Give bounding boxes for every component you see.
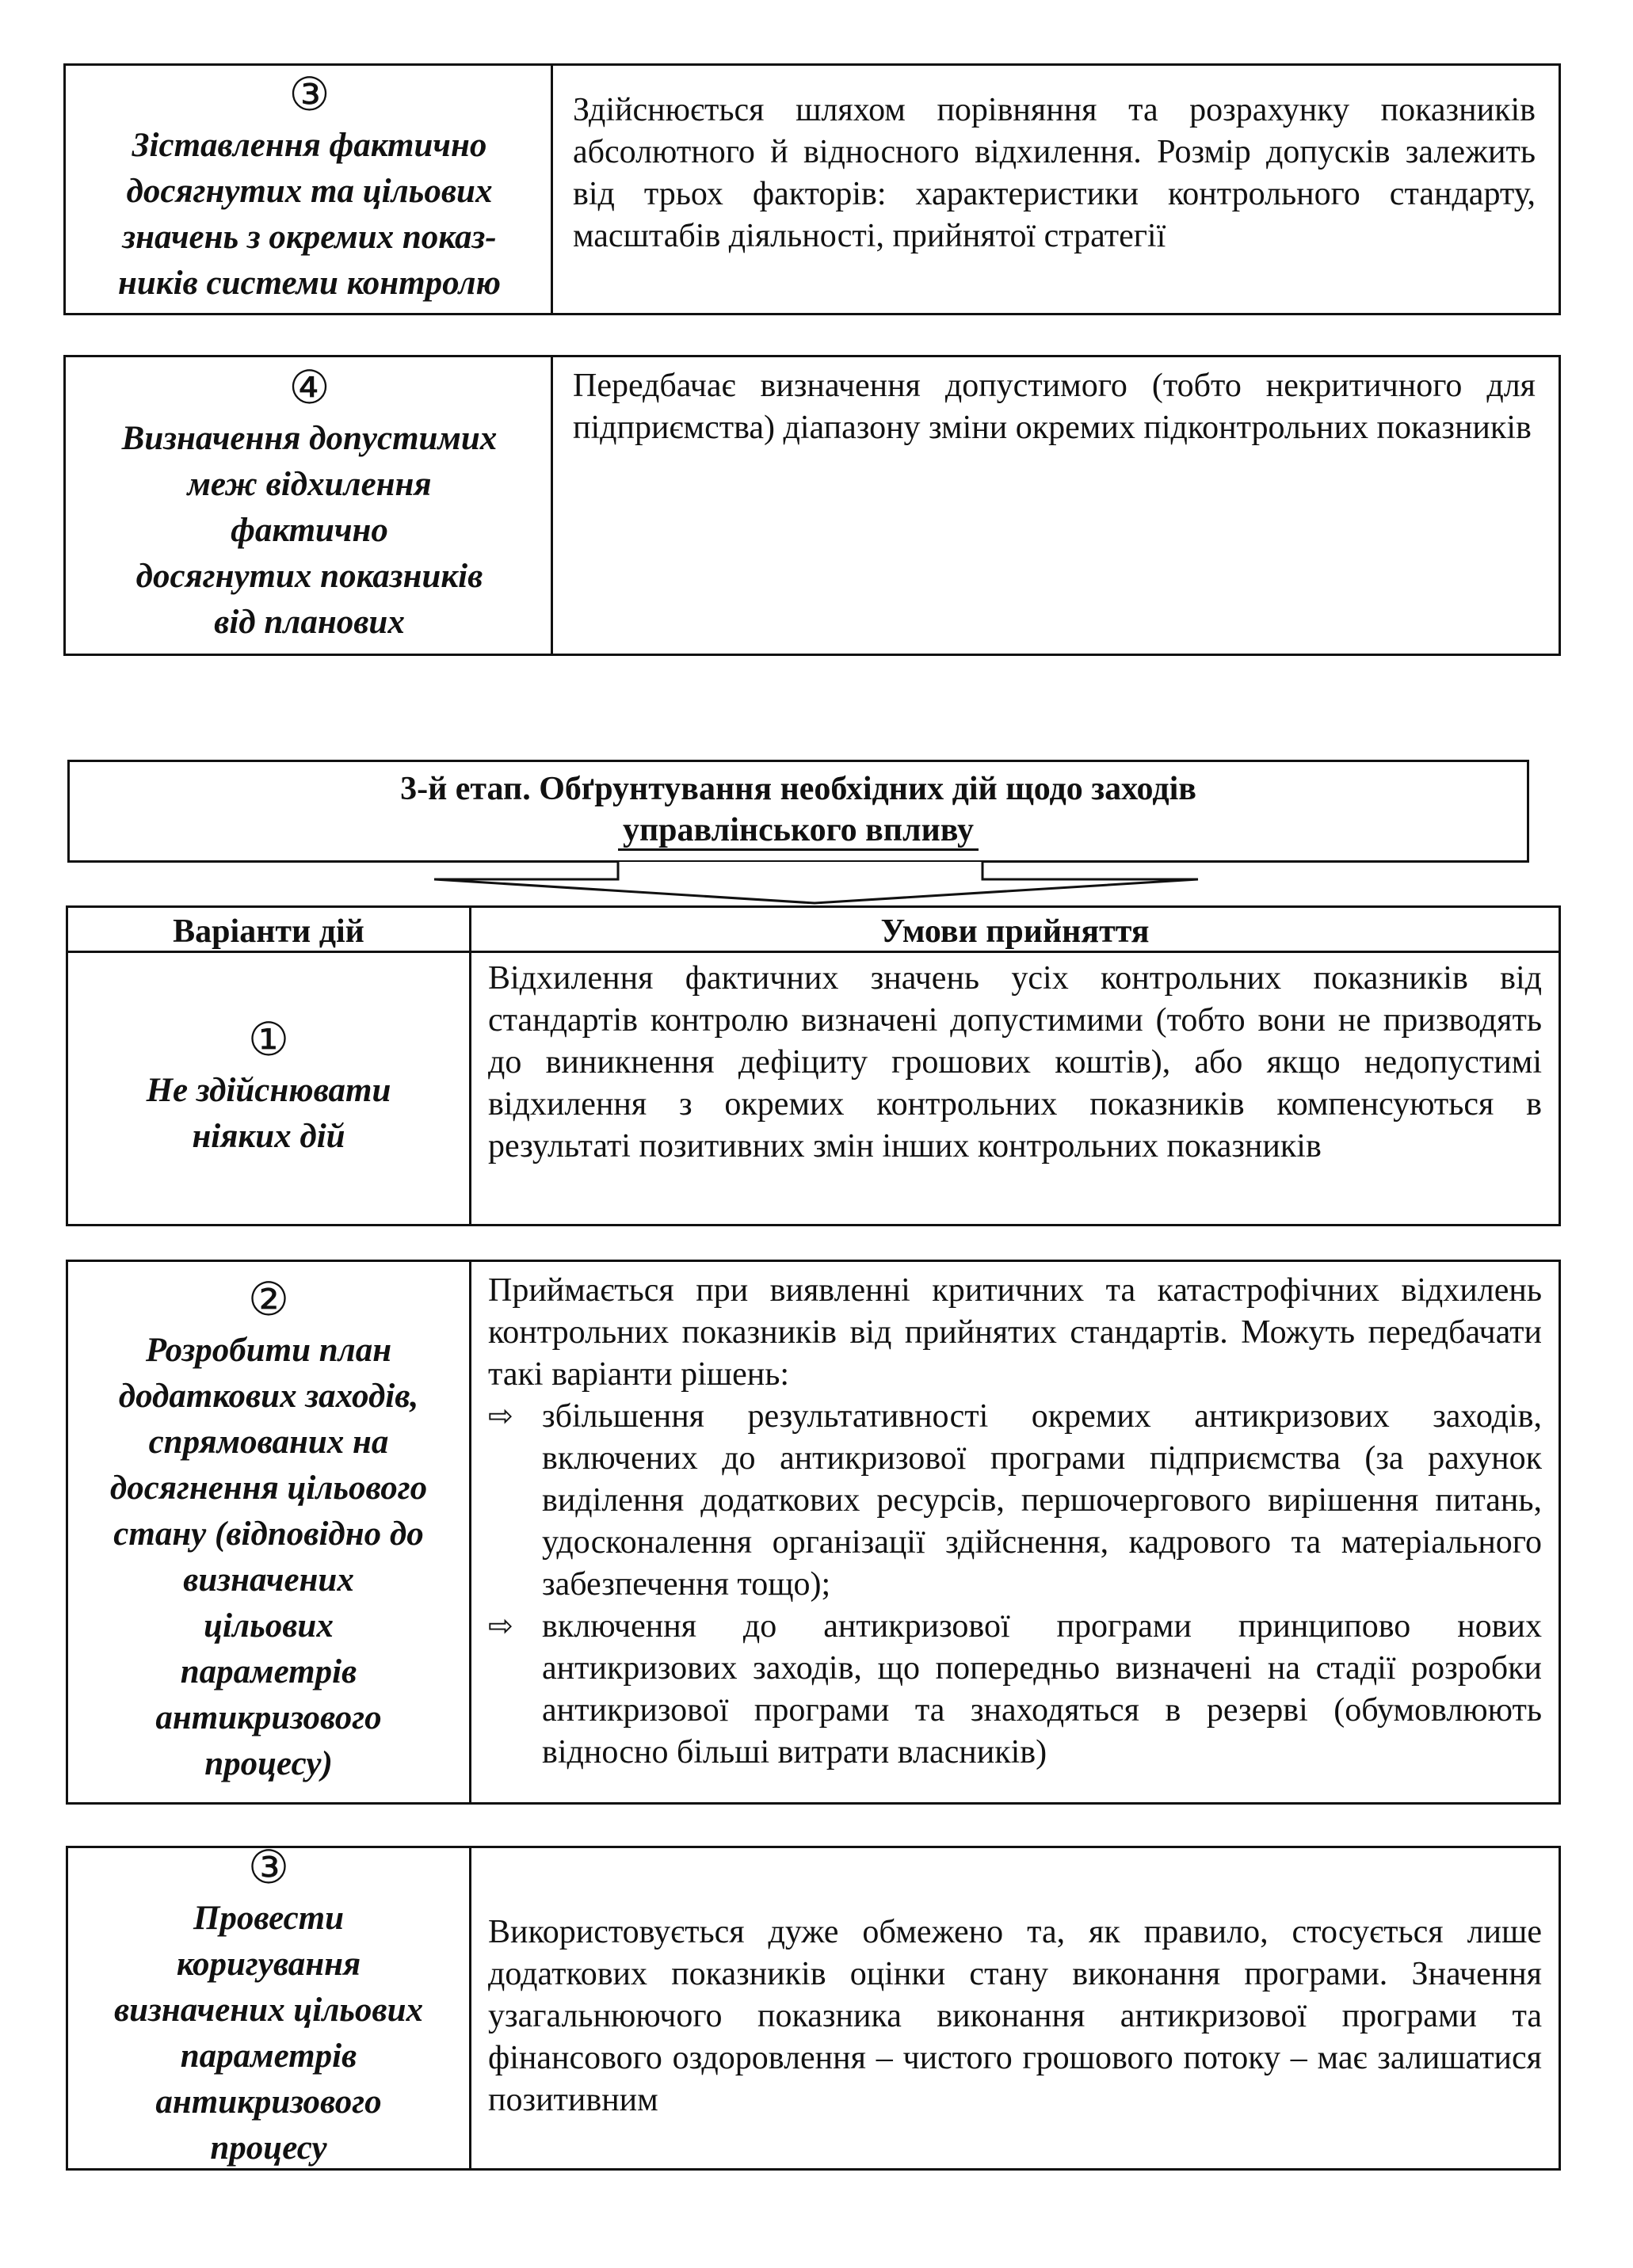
action-2-intro: Приймається при виявленні критичних та катастрофічних відхилень контрольних показників від прийнятих стандартів. Можуть передбачати такі варіанти рішень: xyxy=(488,1272,1542,1393)
bullet-text: включення до антикризової програми принципово нових антикризових заходів, що попередньо визначені на стадії розробки антикризової програми та знаходяться в резерві (обумовлюють відносно більші витрати власників) xyxy=(542,1608,1542,1771)
divider xyxy=(469,1848,471,2168)
action-2-title-line: додаткових заходів, xyxy=(118,1378,419,1415)
circled-number: ① xyxy=(248,1014,289,1065)
action-2-title-line: визначених xyxy=(183,1561,354,1599)
action-row-3 xyxy=(66,1842,1561,2171)
action-3-title-line: параметрів xyxy=(180,2037,357,2075)
top-block-4 xyxy=(63,355,1561,656)
top-block-4-title-line: від планових xyxy=(214,604,405,641)
list-item xyxy=(488,1606,1542,1774)
top-block-3-title-line: Зіставлення фактично xyxy=(132,127,487,164)
action-2-title-line: Розробити план xyxy=(145,1332,392,1369)
top-block-4-title-line: меж відхилення xyxy=(187,466,432,503)
divider xyxy=(469,953,471,1224)
top-block-4-text: Передбачає визначення допустимого (тобто некритичного для підприємства) діапазону зміни окремих підконтрольних показників xyxy=(573,368,1536,446)
action-2-title-line: цільових xyxy=(204,1607,334,1645)
action-1-title-line: ніяких дій xyxy=(192,1118,345,1155)
action-2-bullet-list xyxy=(488,1396,1542,1774)
divider xyxy=(551,357,553,654)
action-2-conditions xyxy=(488,1270,1542,1774)
col-variants-header: Варіанти дій xyxy=(173,913,364,950)
top-block-3-text: Здійснюється шляхом порівняння та розрахунку показників абсолютного й відносного відхилення. Розмір допусків залежить від трьох факторів: характеристики контрольного стандарту, масштабів діяльності, прийнятої стратегії xyxy=(573,92,1536,254)
list-item xyxy=(488,1396,1542,1606)
top-block-3-title-line: ників системи контролю xyxy=(118,265,501,302)
funnel-arrow-icon xyxy=(428,851,1204,908)
action-1-title-line: Не здійснювати xyxy=(146,1072,391,1109)
action-3-title-line: процесу xyxy=(210,2129,327,2167)
action-3-title-line: коригування xyxy=(176,1946,361,1983)
top-block-4-title-line: Визначення допустимих xyxy=(121,420,498,457)
action-1-text: Відхилення фактичних значень усіх контрольних показників від стандартів контролю визначені допустимими (тобто вони не призводять до виникнення дефіциту грошових коштів), або якщо недопустимі відхилення з окремих контрольних показників компенсуються в результаті позитивних змін інших контрольних показників xyxy=(488,960,1542,1164)
actions-table-header xyxy=(66,905,1561,953)
action-2-title-line: стану (відповідно до xyxy=(113,1515,424,1553)
action-2-title-line: процесу) xyxy=(204,1745,333,1782)
top-block-3-title-line: значень з окремих показ- xyxy=(122,219,497,256)
action-3-title-line: антикризового xyxy=(155,2083,382,2121)
top-block-3-label xyxy=(66,66,553,313)
top-block-4-label xyxy=(66,357,553,654)
stage-title-line2: управлінського впливу xyxy=(618,812,979,851)
arrow-right-icon: ⇨ xyxy=(488,1400,513,1433)
action-3-title-line: визначених цільових xyxy=(113,1992,424,2029)
top-block-3-title-line: досягнутих та цільових xyxy=(126,173,493,210)
stage-title-line1: 3-й етап. Обґрунтування необхідних дій щодо заходів xyxy=(400,771,1196,807)
divider xyxy=(469,1262,471,1802)
circled-number: ② xyxy=(248,1274,289,1325)
action-row-1 xyxy=(66,951,1561,1226)
col-conditions-header: Умови прийняття xyxy=(880,913,1150,950)
arrow-right-icon: ⇨ xyxy=(488,1610,513,1643)
action-1-label xyxy=(68,953,469,1224)
action-2-label xyxy=(68,1262,469,1802)
top-block-3 xyxy=(63,63,1561,315)
action-2-title-line: спрямованих на xyxy=(148,1424,389,1461)
action-2-title-line: параметрів xyxy=(180,1653,357,1691)
action-3-label xyxy=(68,1842,469,2168)
stage-header xyxy=(67,760,1529,863)
action-3-text: Використовується дуже обмежено та, як правило, стосується лише додаткових показників оцінки стану виконання програми. Значення узагальнюючого показника виконання антикризової програми та фінансового оздоровлення – чистого грошового потоку – має залишатися позитивним xyxy=(488,1914,1542,2118)
circled-number: ③ xyxy=(248,1842,289,1893)
circled-number: ④ xyxy=(288,362,330,414)
top-block-4-title-line: фактично xyxy=(231,512,388,549)
action-2-title-line: досягнення цільового xyxy=(109,1469,428,1507)
bullet-text: збільшення результативності окремих антикризових заходів, включених до антикризової програми підприємства (за рахунок виділення додаткових ресурсів, першочергового вирішення питань, удосконалення організації здійснення, кадрового та матеріального забезпечення тощо); xyxy=(542,1398,1542,1603)
circled-number: ③ xyxy=(288,69,330,120)
top-block-4-title-line: досягнутих показників xyxy=(135,558,483,595)
divider xyxy=(551,66,553,313)
action-3-title-line: Провести xyxy=(193,1900,345,1937)
action-row-2 xyxy=(66,1260,1561,1805)
action-2-title-line: антикризового xyxy=(155,1699,382,1736)
